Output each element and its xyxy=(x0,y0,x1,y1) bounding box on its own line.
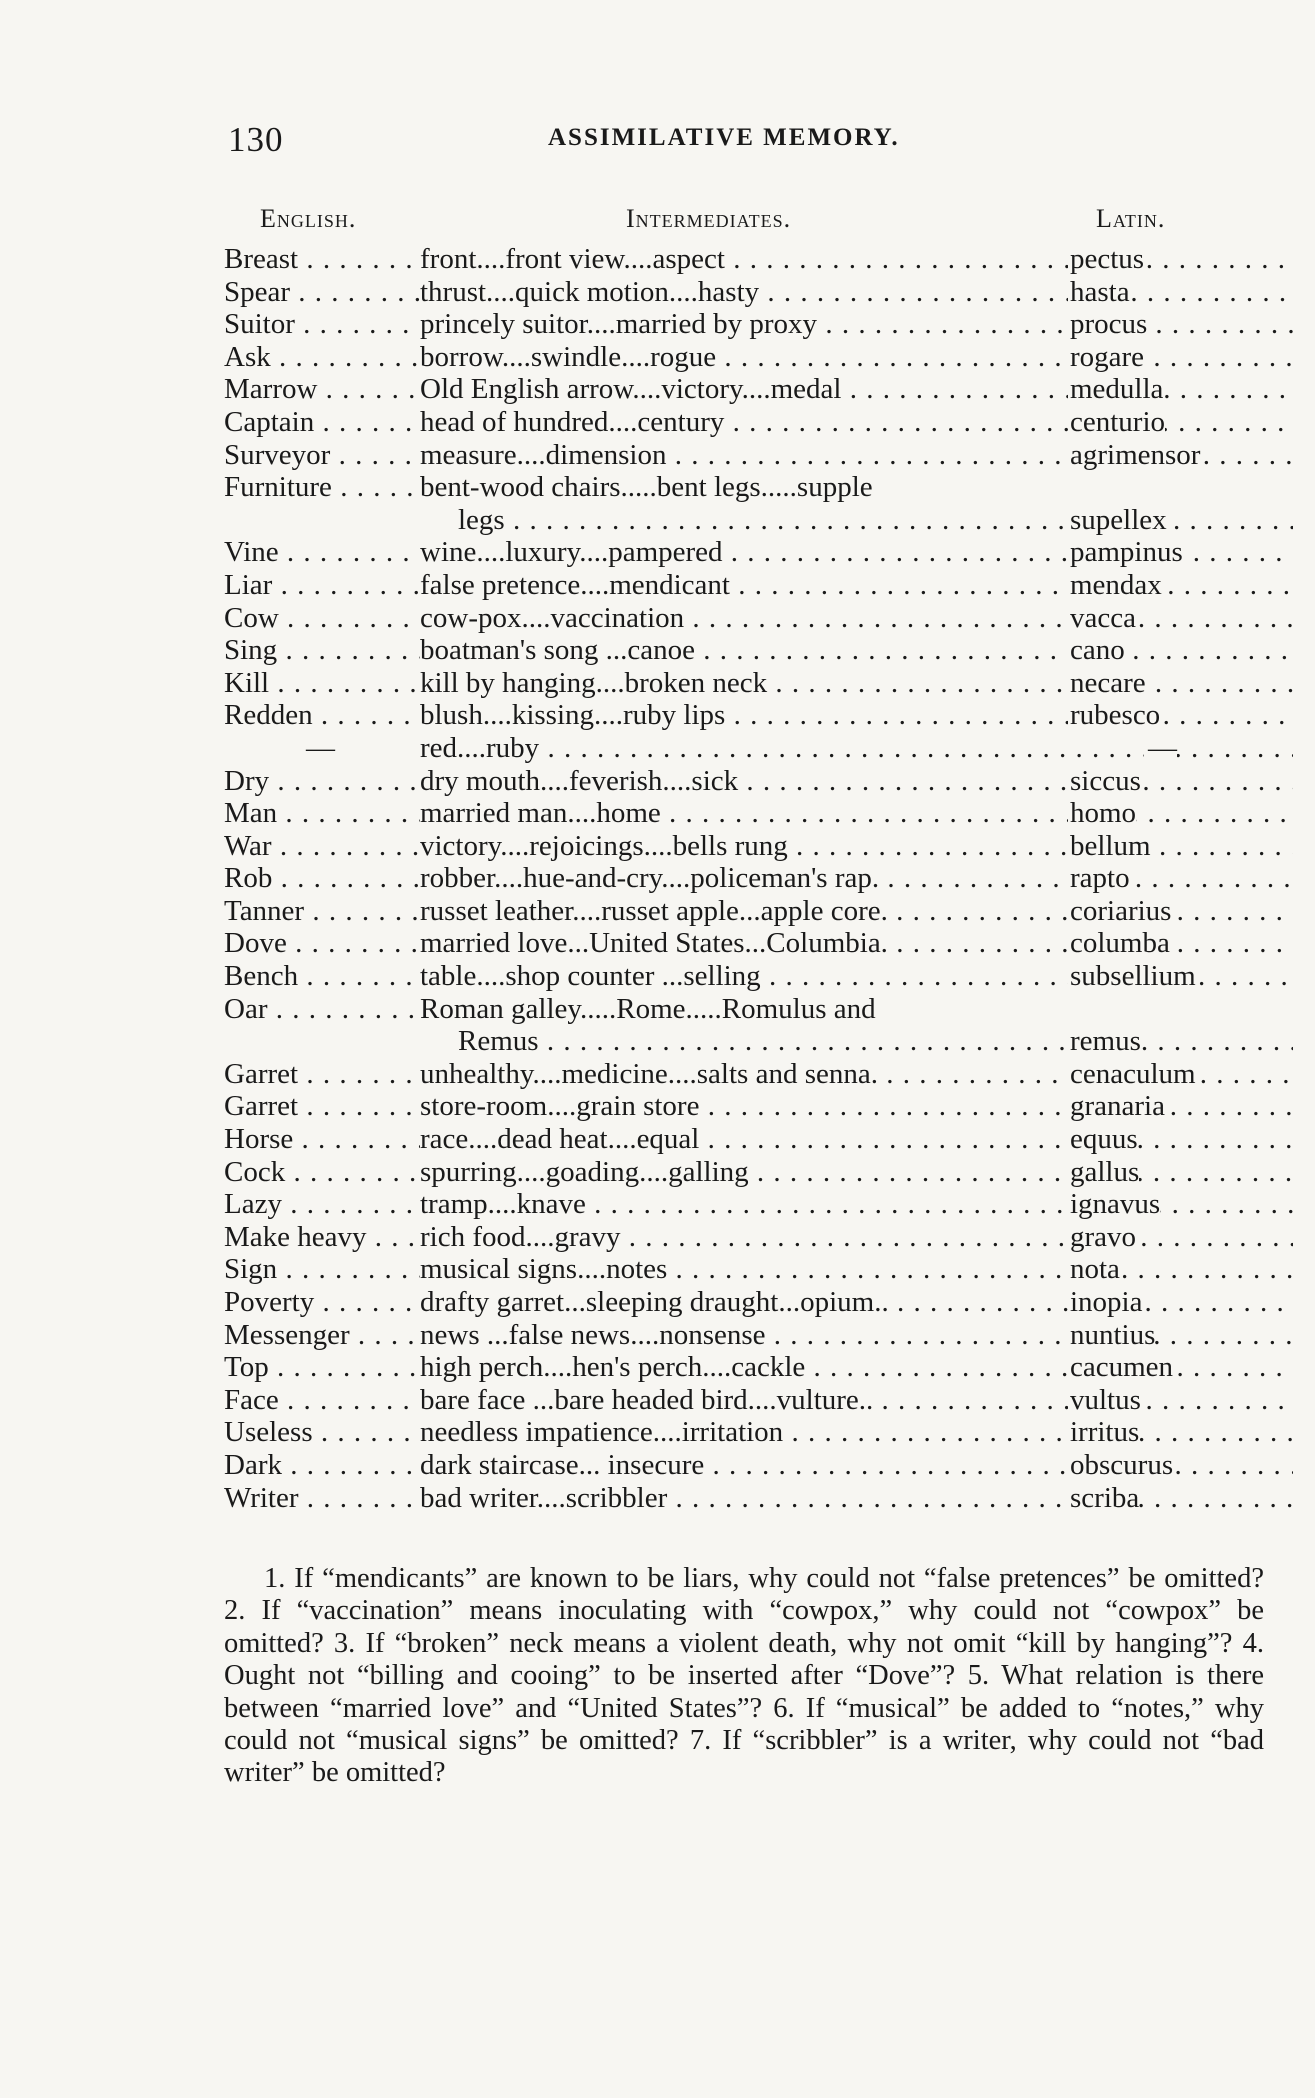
table-row xyxy=(224,1090,1234,1123)
latin-word: supellex xyxy=(1070,503,1167,536)
english-word: Vine . . . xyxy=(224,536,420,569)
english-word: Top . . . xyxy=(224,1351,420,1384)
intermediates-chain: bent-wood chairs.....bent legs.....supple xyxy=(420,471,873,504)
intermediates-chain: married love...United States...Columbia. . . . xyxy=(420,927,1293,960)
table-row xyxy=(224,862,1234,895)
intermediates-chain: head of hundred....century . . . xyxy=(420,406,1293,439)
english-word: Sing . . . xyxy=(224,634,420,667)
latin-word: hasta xyxy=(1070,275,1130,308)
english-word: Kill . . . xyxy=(224,667,420,700)
table-row xyxy=(224,439,1234,472)
latin-word: ignavus xyxy=(1070,1188,1161,1221)
intermediates-chain: wine....luxury....pampered . . . xyxy=(420,536,1293,569)
intermediates-chain: high perch....hen's perch....cackle . . . xyxy=(420,1351,1293,1384)
intermediates-chain: cow-pox....vaccination . . . xyxy=(420,602,1293,635)
table-row xyxy=(224,634,1234,667)
intermediates-chain: dry mouth....feverish....sick . . . xyxy=(420,765,1293,798)
intermediates-chain: measure....dimension . . . xyxy=(420,439,1293,472)
table-row xyxy=(224,602,1234,635)
running-title: ASSIMILATIVE MEMORY. xyxy=(548,124,900,151)
table-row xyxy=(224,406,1234,439)
table-row xyxy=(224,1351,1234,1384)
page-header xyxy=(228,120,1260,170)
table-row xyxy=(224,895,1234,928)
english-word: Sign . . . xyxy=(224,1253,420,1286)
table-row xyxy=(224,960,1234,993)
english-word: — xyxy=(306,731,335,764)
intermediates-chain: race....dead heat....equal . . . xyxy=(420,1123,1293,1156)
intermediates-chain: borrow....swindle....rogue . . . xyxy=(420,341,1293,374)
latin-word: mendax xyxy=(1070,568,1162,601)
english-word: Face . . . xyxy=(224,1384,420,1417)
intermediates-chain: drafty garret...sleeping draught...opium.. . . . xyxy=(420,1286,1293,1319)
table-row xyxy=(224,243,1234,276)
intermediates-chain: robber....hue-and-cry....policeman's rap. . . . xyxy=(420,862,1293,895)
latin-word: — xyxy=(1144,732,1177,765)
table-row xyxy=(224,504,1234,537)
english-word: Messenger . . . xyxy=(224,1319,420,1352)
intermediates-chain: Remus . . . xyxy=(458,1025,1293,1058)
table-row xyxy=(224,993,1234,1026)
table-row xyxy=(224,341,1234,374)
table-row xyxy=(224,667,1234,700)
table-row xyxy=(224,1319,1234,1352)
intermediates-chain: blush....kissing....ruby lips . . . xyxy=(420,699,1293,732)
english-word: Dry . . . xyxy=(224,765,420,798)
english-word: Garret . . . xyxy=(224,1058,420,1091)
english-word: Breast . . . xyxy=(224,243,420,276)
intermediates-chain: dark staircase... insecure . . . xyxy=(420,1449,1293,1482)
intermediates-chain: needless impatience....irritation . . . xyxy=(420,1416,1293,1449)
table-row xyxy=(224,1025,1234,1058)
intermediates-chain: Old English arrow....victory....medal . . . xyxy=(420,373,1293,406)
intermediates-chain: false pretence....mendicant . . . xyxy=(420,569,1293,602)
table-row xyxy=(224,1384,1234,1417)
latin-word: nota xyxy=(1070,1253,1120,1286)
latin-word: subsellium xyxy=(1070,960,1196,993)
english-word: War . . . xyxy=(224,830,420,863)
table-row xyxy=(224,927,1234,960)
latin-word: siccus xyxy=(1070,764,1141,797)
latin-word: cacumen xyxy=(1070,1351,1174,1384)
english-word: Redden . . . xyxy=(224,699,420,732)
english-word: Oar . . . xyxy=(224,993,420,1026)
table-row xyxy=(224,276,1234,309)
table-row xyxy=(224,1449,1234,1482)
english-word: Make heavy . . . xyxy=(224,1221,420,1254)
english-word: Cock . . . xyxy=(224,1156,420,1189)
english-word: Dove . . . xyxy=(224,927,420,960)
intermediates-chain: table....shop counter ...selling . . . xyxy=(420,960,1293,993)
table-row xyxy=(224,1221,1234,1254)
latin-word: centurio xyxy=(1070,405,1166,438)
latin-word: rogare xyxy=(1070,340,1145,373)
table-row xyxy=(224,1253,1234,1286)
table-row xyxy=(224,1286,1234,1319)
latin-word: cano xyxy=(1070,634,1125,667)
intermediates-chain: thrust....quick motion....hasty . . . xyxy=(420,276,1293,309)
intermediates-chain: spurring....goading....galling . . . xyxy=(420,1156,1293,1189)
latin-word: medulla xyxy=(1070,373,1164,406)
latin-word: inopia xyxy=(1070,1286,1143,1318)
table-row xyxy=(224,1123,1234,1156)
latin-word: rapto xyxy=(1070,862,1130,895)
column-heading-latin: Latin. xyxy=(1096,204,1166,233)
english-word: Garret . . . xyxy=(224,1090,420,1123)
intermediates-chain: tramp....knave . . . xyxy=(420,1188,1293,1221)
table-row xyxy=(224,373,1234,406)
intermediates-chain: bare face ...bare headed bird....vulture.. . . . xyxy=(420,1384,1293,1417)
latin-word: necare xyxy=(1070,666,1146,699)
vocabulary-table xyxy=(224,243,1234,1514)
english-word: Liar . . . xyxy=(224,569,420,602)
table-row xyxy=(224,308,1234,341)
table-row xyxy=(224,536,1234,569)
latin-word: homo xyxy=(1070,797,1137,830)
table-row xyxy=(224,797,1234,830)
latin-word: rubesco xyxy=(1070,699,1161,732)
english-word: Cow . . . xyxy=(224,602,420,635)
intermediates-chain: Roman galley.....Rome.....Romulus and xyxy=(420,992,876,1025)
english-word: Spear . . . xyxy=(224,276,420,309)
latin-word: pectus xyxy=(1070,243,1145,275)
table-row xyxy=(224,471,1234,504)
intermediates-chain: front....front view....aspect . . . xyxy=(420,243,1293,276)
english-word: Man . . . xyxy=(224,797,420,830)
latin-word: coriarius xyxy=(1070,894,1172,927)
intermediates-chain: legs . . . xyxy=(458,504,1293,537)
english-word: Surveyor . . . xyxy=(224,439,420,472)
table-row xyxy=(224,765,1234,798)
english-word: Useless . . . xyxy=(224,1416,420,1449)
table-row xyxy=(224,1482,1234,1515)
column-heading-english: English. xyxy=(260,204,357,233)
intermediates-chain: musical signs....notes . . . xyxy=(420,1253,1293,1286)
english-word: Ask . . . xyxy=(224,341,420,374)
latin-word: nuntius xyxy=(1070,1318,1156,1351)
latin-word: scriba xyxy=(1070,1481,1140,1514)
english-word: Rob . . . xyxy=(224,862,420,895)
column-heading-intermediates: Intermediates. xyxy=(626,204,792,233)
latin-word: granaria xyxy=(1070,1090,1165,1123)
english-word: Lazy . . . xyxy=(224,1188,420,1221)
latin-word: bellum xyxy=(1070,829,1151,862)
intermediates-chain: kill by hanging....broken neck . . . xyxy=(420,667,1293,700)
intermediates-chain: russet leather....russet apple...apple core. . . . xyxy=(420,895,1293,928)
english-word: Writer . . . xyxy=(224,1482,420,1515)
english-word: Dark . . . xyxy=(224,1449,420,1482)
latin-word: pampinus xyxy=(1070,536,1183,569)
latin-word: vultus xyxy=(1070,1383,1141,1416)
english-word: Poverty . . . xyxy=(224,1286,420,1319)
table-row xyxy=(224,1416,1234,1449)
english-word: Captain . . . xyxy=(224,406,420,439)
intermediates-chain: red....ruby . . . xyxy=(420,732,1293,765)
table-row xyxy=(224,830,1234,863)
latin-word: vacca xyxy=(1070,601,1136,634)
english-word: Horse . . . xyxy=(224,1123,420,1156)
english-word: Bench . . . xyxy=(224,960,420,993)
table-row xyxy=(224,1156,1234,1189)
english-word: Suitor . . . xyxy=(224,308,420,341)
intermediates-chain: bad writer....scribbler . . . xyxy=(420,1482,1293,1515)
page-number: 130 xyxy=(228,120,284,159)
latin-word: columba xyxy=(1070,927,1170,960)
english-word: Tanner . . . xyxy=(224,895,420,928)
latin-word: irritus xyxy=(1070,1416,1140,1449)
table-row xyxy=(224,569,1234,602)
intermediates-chain: store-room....grain store . . . xyxy=(420,1090,1293,1123)
column-headings xyxy=(228,204,1228,236)
footnote-questions: 1. If “mendicants” are known to be liars, why could not “false pretences” be omitted? 2. If “vaccination” means inoculating with “cowpox,” why could not “cowpox” be omitted? 3. If “broken” neck means a violent death, why not omit “kill by hanging”? 4. Ought not “billing and cooing” to be inserted after “Dove”? 5. What relation is there between “married love” and “United States”? 6. If “musical” be added to “notes,” why could not “musical signs” be omitted? 7. If “scribbler” is a writer, why could not “bad writer” be omitted? xyxy=(224,1563,1264,1789)
intermediates-chain: news ...false news....nonsense . . . xyxy=(420,1319,1293,1352)
latin-word: obscurus xyxy=(1070,1448,1174,1481)
latin-word: cenaculum xyxy=(1070,1057,1196,1090)
latin-word: gallus xyxy=(1070,1155,1140,1188)
table-row xyxy=(224,1058,1234,1091)
intermediates-chain: princely suitor....married by proxy . . . xyxy=(420,308,1293,341)
table-row xyxy=(224,732,1234,765)
latin-word: equus xyxy=(1070,1123,1138,1156)
latin-word: agrimensor xyxy=(1070,438,1201,471)
table-row xyxy=(224,1188,1234,1221)
latin-word: remus xyxy=(1070,1025,1141,1058)
intermediates-chain: victory....rejoicings....bells rung . . . xyxy=(420,830,1293,863)
latin-word: procus xyxy=(1070,308,1148,341)
intermediates-chain: boatman's song ...canoe . . . xyxy=(420,634,1293,667)
intermediates-chain: unhealthy....medicine....salts and senna. . . . xyxy=(420,1058,1293,1091)
english-word: Furniture . . . xyxy=(224,471,420,504)
english-word: Marrow . . . xyxy=(224,373,420,406)
table-row xyxy=(224,699,1234,732)
intermediates-chain: rich food....gravy . . . xyxy=(420,1221,1293,1254)
intermediates-chain: married man....home . . . xyxy=(420,797,1293,830)
latin-word: gravo xyxy=(1070,1220,1137,1253)
